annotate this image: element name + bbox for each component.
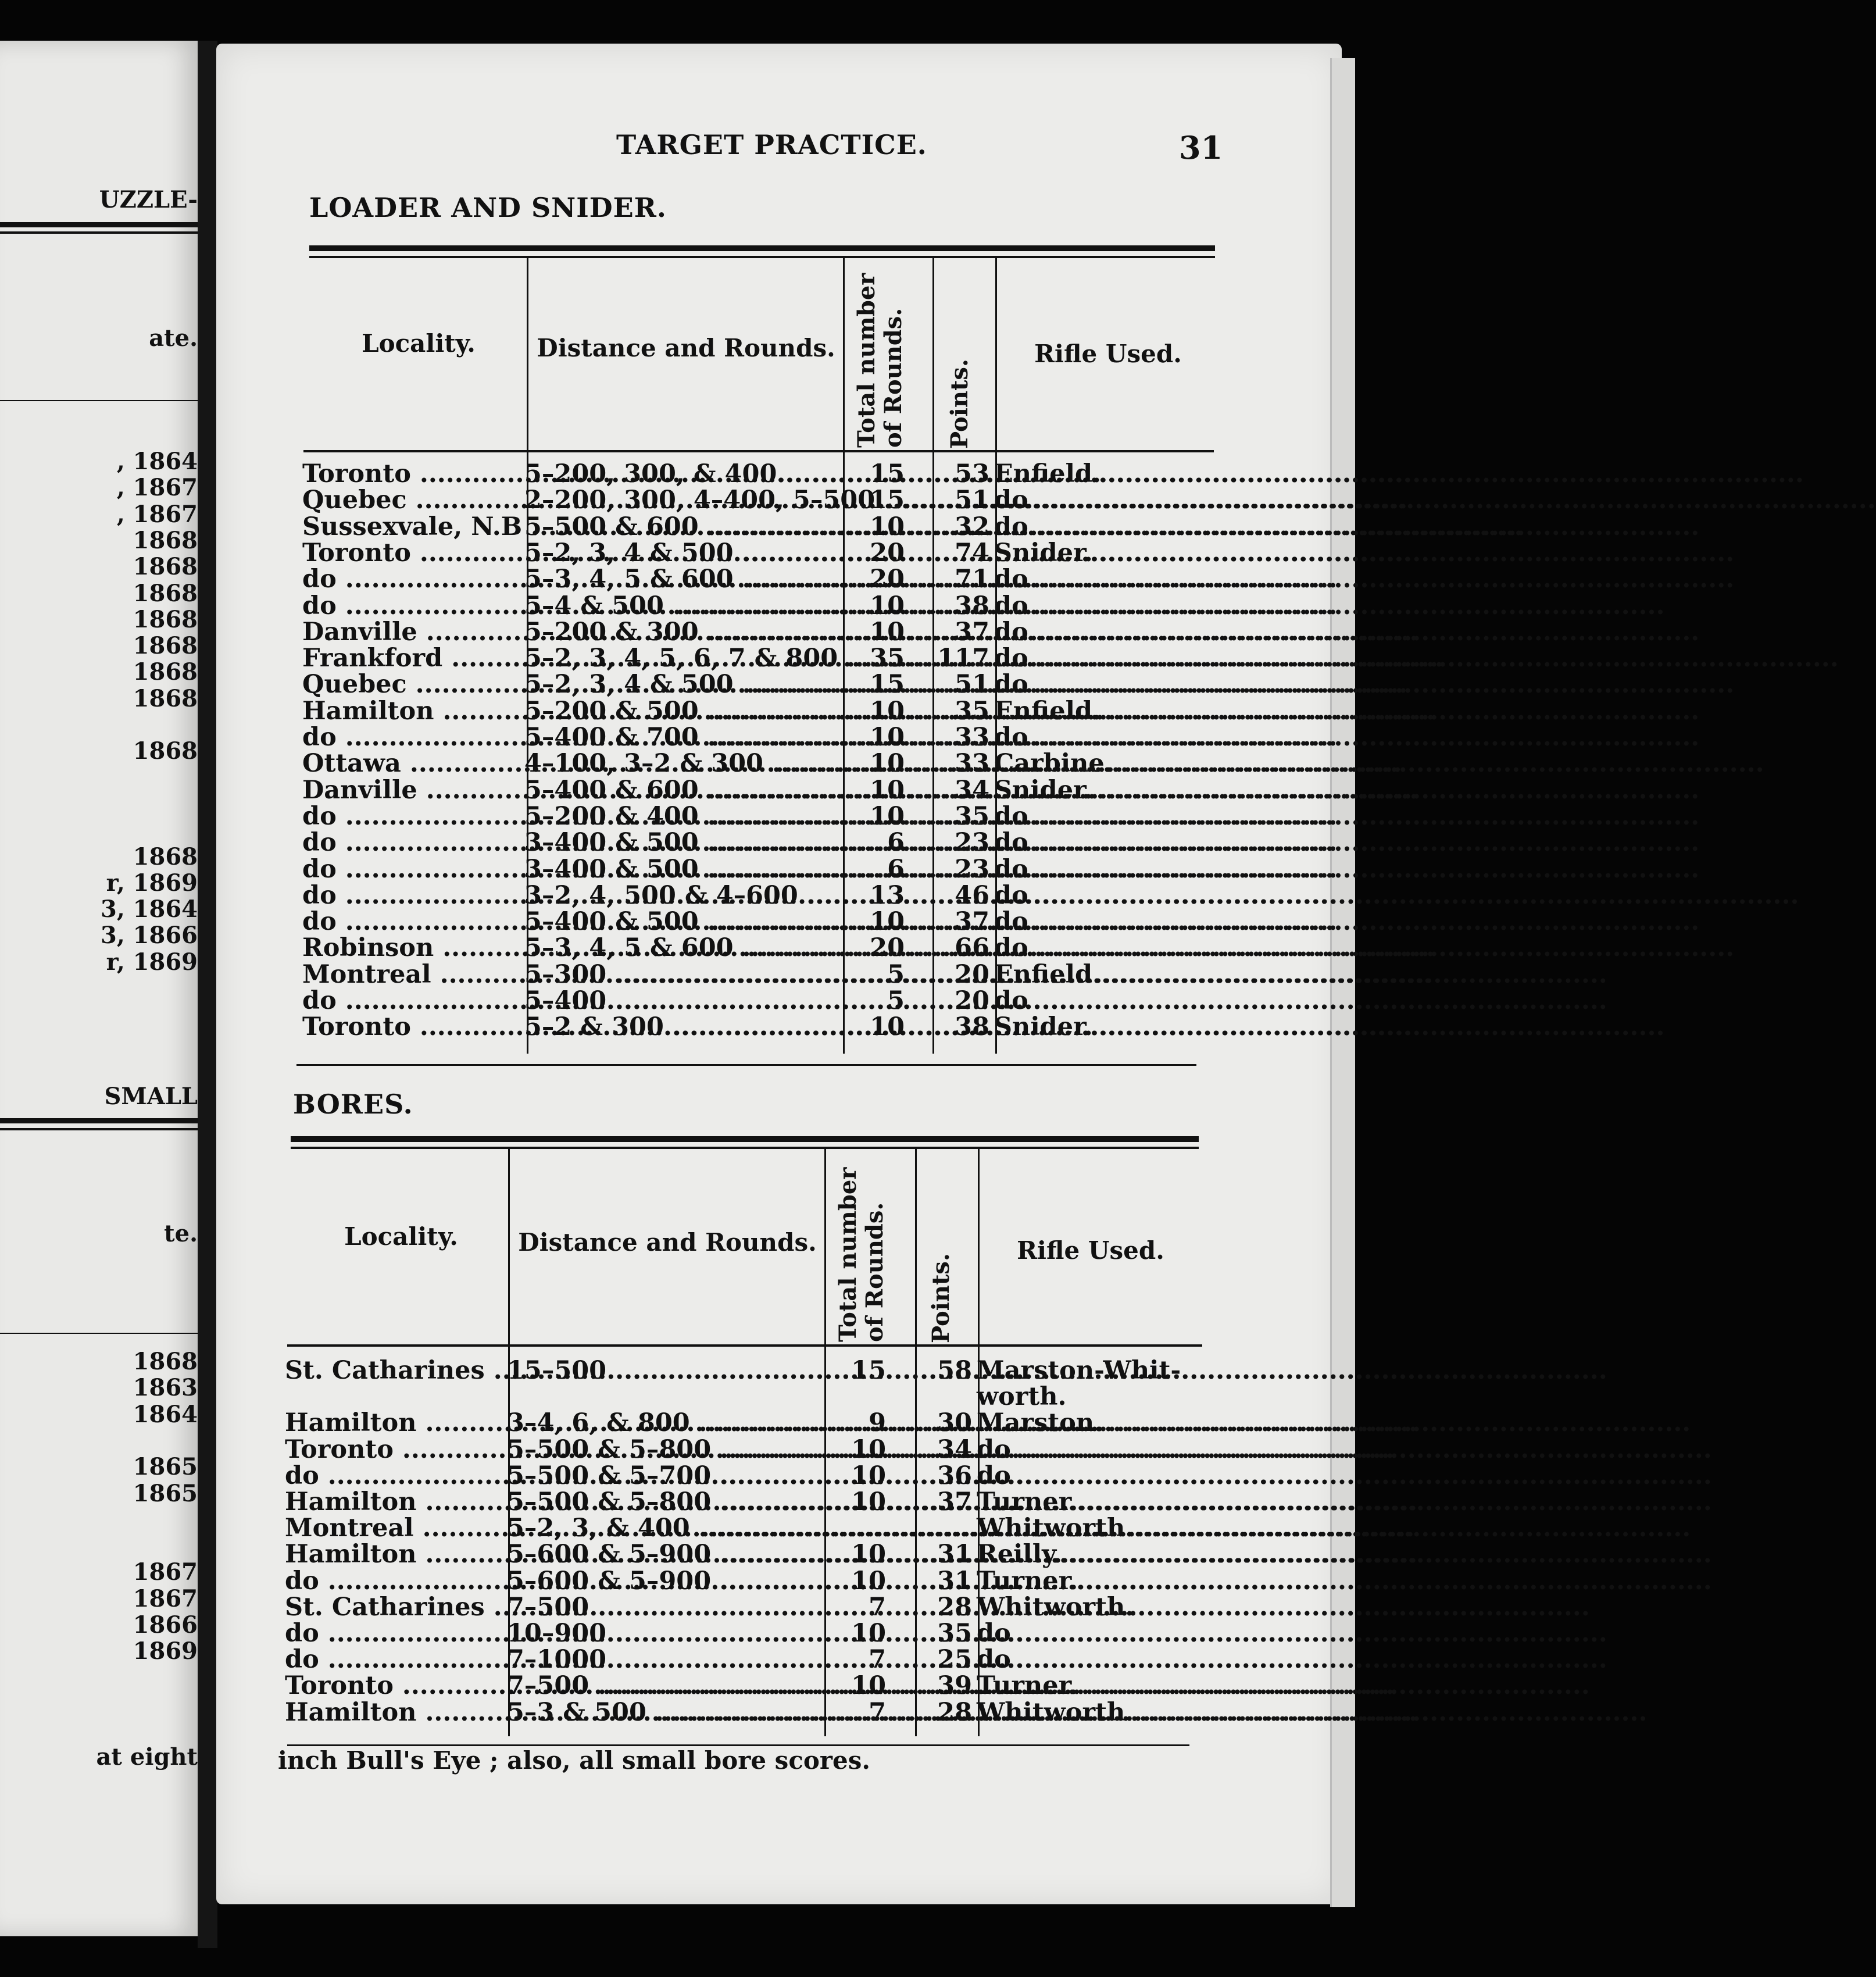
locality-cell: do ..... [302,987,523,1014]
locality-cell: Hamilton ..... [285,1409,505,1436]
points-cell: 35 [955,696,989,726]
facing-year: r, 1869 [106,948,198,976]
facing-year: 1866 [133,1611,198,1639]
table-row [0,987,1365,1014]
facing-year: 1869 [133,1637,198,1665]
points-cell: 58 [937,1356,972,1385]
table-row [0,566,1365,593]
total-rounds-cell: 10 [851,1540,886,1569]
column-header-total-line1: Total number [853,273,880,448]
facing-year: 1868 [133,658,198,686]
facing-rule [0,400,198,401]
points-cell: 31 [937,1566,972,1596]
distance-cell: 3–2, 4, 500 & 4–600 ..... [524,882,838,909]
facing-year: 1867 [133,1585,198,1612]
distance-cell: 5–4 & 500 ..... [524,593,838,619]
total-rounds-cell: 6 [887,854,905,884]
distance-cell: 5–500 & 5–700 ..... [507,1462,820,1489]
header-bottom-rule [303,450,1214,452]
points-cell: 28 [937,1697,972,1727]
total-rounds-cell: 5 [887,959,905,989]
points-cell: 23 [955,828,989,858]
points-cell: 30 [937,1408,972,1438]
table-row [0,829,1365,856]
total-rounds-cell: 35 [870,644,905,673]
points-cell: 117 [937,644,989,673]
table-row [0,1462,1365,1489]
table-row [0,671,1365,698]
total-rounds-cell: 15 [870,670,905,700]
total-rounds-cell: 10 [870,801,905,831]
points-cell: 66 [955,933,989,963]
locality-cell: Sussexvale, N.B ..... [302,513,523,540]
facing-year: 1868 [133,684,198,712]
locality-cell: Danville ..... [302,619,523,645]
table-row [0,1357,1365,1384]
distance-cell: 5–2 & 300 ..... [524,1014,838,1040]
distance-cell: 5–200 & 500 ..... [524,698,838,725]
total-rounds-cell: 10 [870,591,905,620]
total-rounds-cell: 7 [869,1645,886,1675]
facing-year: , 1867 [116,500,198,528]
column-header-total-line2: of Rounds. [880,308,907,448]
distance-cell: 3–400 & 500 ..... [524,829,838,856]
table-row [0,724,1365,751]
distance-cell: 4–100, 3–2 & 300 ..... [524,750,838,777]
distance-cell: 5–3 & 500 ..... [507,1699,820,1726]
facing-year: 1868 [133,553,198,581]
rifle-cell: do [994,565,1028,594]
distance-cell: 5–200 & 400 ..... [524,803,838,830]
points-cell: 35 [955,801,989,831]
facing-rule [0,1128,198,1130]
facing-year: 1868 [133,579,198,607]
facing-heading: te. [164,1220,198,1247]
total-rounds-cell: 7 [869,1592,886,1622]
table-row [0,645,1365,672]
table-row [0,1568,1365,1594]
locality-cell: do ..... [285,1568,505,1594]
rifle-cell: do [994,644,1028,673]
distance-cell: 5–500 & 5–800 ..... [507,1489,820,1515]
rifle-cell: worth. [977,1382,1067,1412]
distance-cell: 7–1000 ..... [507,1646,820,1673]
table-row [0,513,1365,540]
distance-cell: 5–600 & 5–900 ..... [507,1568,820,1594]
locality-cell: Montreal ..... [285,1515,505,1541]
rifle-cell: do [994,670,1028,700]
points-cell: 46 [955,880,989,910]
total-rounds-cell: 20 [870,565,905,594]
distance-cell: 5–500 & 600 ..... [524,513,838,540]
distance-cell: 5–400 ..... [524,987,838,1014]
points-cell: 20 [955,959,989,989]
distance-cell: 3–400 & 500 ..... [524,856,838,883]
table-top-rule [309,245,1215,251]
total-rounds-cell: 10 [851,1671,886,1701]
rifle-cell: Enfield. [994,696,1102,726]
locality-cell: Ottawa ..... [302,750,523,777]
facing-year: 1867 [133,1558,198,1586]
locality-cell: do ..... [302,856,523,883]
total-rounds-cell: 20 [870,538,905,568]
distance-cell: 5–300 ..... [524,961,838,988]
locality-cell: Robinson ..... [302,934,523,961]
points-cell: 35 [937,1619,972,1648]
total-rounds-cell: 10 [870,723,905,752]
section-title: LOADER AND SNIDER. [309,192,667,223]
facing-year: 1863 [133,1374,198,1402]
header-bottom-rule [287,1344,1202,1347]
total-rounds-cell: 10 [851,1619,886,1648]
facing-year: 3, 1864 [100,895,198,923]
rifle-cell: do [994,591,1028,620]
rifle-cell: do [994,907,1028,937]
column-header-total-line1: Total number [834,1167,862,1342]
table-row [0,461,1365,487]
column-header-locality: Locality. [362,329,476,358]
total-rounds-cell: 9 [869,1408,886,1438]
distance-cell: 5–400 & 600 ..... [524,777,838,804]
facing-year: r, 1869 [106,869,198,897]
facing-year: 1865 [133,1453,198,1481]
rifle-cell: do [994,512,1028,541]
locality-cell: Danville ..... [302,777,523,804]
table-row [0,1014,1365,1040]
rifle-cell: do [994,486,1028,515]
facing-year: 1864 [133,1400,198,1428]
locality-cell: do ..... [302,882,523,909]
facing-year: 1868 [133,737,198,765]
distance-cell: 5–2, 3, 4 & 500 ..... [524,671,838,698]
distance-cell: 5–400 & 500 ..... [524,908,838,935]
total-rounds-cell: 7 [869,1697,886,1727]
locality-cell: do ..... [285,1620,505,1647]
points-cell: 20 [955,986,989,1015]
table-row [0,750,1365,777]
total-rounds-cell: 10 [870,696,905,726]
facing-heading: SMALL [104,1083,198,1110]
rifle-cell: do [994,723,1028,752]
distance-cell: 15–500 ..... [507,1357,820,1384]
distance-cell: 5–200 & 300 ..... [524,619,838,645]
total-rounds-cell: 13 [870,880,905,910]
points-cell: 37 [955,907,989,937]
total-rounds-cell: 10 [870,617,905,647]
total-rounds-cell: 10 [851,1434,886,1464]
distance-cell: 5–2, 3, 4 & 500 ..... [524,540,838,566]
column-header-points: Points. [927,1253,955,1343]
column-header-total [835,1168,888,1342]
points-cell: 34 [937,1434,972,1464]
total-rounds-cell: 6 [887,828,905,858]
points-cell: 34 [955,775,989,805]
rifle-cell: do [994,854,1028,884]
table-row [0,1409,1365,1436]
rifle-cell: Whitworth. [977,1697,1134,1727]
total-rounds-cell: 10 [851,1566,886,1596]
rifle-cell: do [977,1461,1011,1490]
locality-cell: do ..... [302,593,523,619]
points-cell: 33 [955,723,989,752]
locality-cell: Toronto ..... [302,461,523,487]
points-cell: 28 [937,1592,972,1622]
column-header-distance: Distance and Rounds. [537,334,835,362]
locality-cell: Hamilton ..... [285,1489,505,1515]
distance-cell: 5–3, 4, 5 & 600 ..... [524,934,838,961]
section-title: BORES. [293,1089,413,1120]
facing-year: 1868 [133,1348,198,1375]
table-row [0,908,1365,935]
rifle-cell: Turner. [977,1566,1078,1596]
locality-cell: Quebec ..... [302,487,523,513]
facing-year: 1868 [133,526,198,554]
facing-rule [0,1333,198,1334]
locality-cell: Toronto ..... [302,1014,523,1040]
total-rounds-cell: 10 [870,775,905,805]
total-rounds-cell: 10 [870,749,905,779]
points-cell: 51 [955,670,989,700]
page-number: 31 [1179,129,1223,166]
locality-cell: do ..... [302,908,523,935]
facing-year: 1865 [133,1479,198,1507]
total-rounds-cell: 10 [870,1012,905,1042]
facing-year: 1868 [133,605,198,633]
facing-rule [0,222,198,227]
column-header-rifle: Rifle Used. [1017,1236,1164,1265]
rifle-cell: do [994,986,1028,1015]
points-cell: 25 [937,1645,972,1675]
rifle-cell: do [994,828,1028,858]
distance-cell: 7–500 ..... [507,1594,820,1621]
table-top-rule-thin [309,256,1215,258]
facing-year: 3, 1866 [100,922,198,950]
table-row [0,961,1365,988]
total-rounds-cell: 20 [870,933,905,963]
points-cell: 53 [955,459,989,488]
points-cell: 23 [955,854,989,884]
distance-cell: 7–500 ..... [507,1672,820,1699]
column-header-points: Points. [946,359,973,449]
table-row [0,487,1365,513]
locality-cell: do ..... [302,803,523,830]
table-row [0,803,1365,830]
distance-cell: 2–200, 300, 4–400, 5–500 ..... [524,487,838,513]
locality-cell: Toronto ..... [302,540,523,566]
table-row [0,1383,1365,1410]
rifle-cell: Enfield. [994,959,1102,989]
total-rounds-cell: 15 [870,459,905,488]
points-cell: 37 [937,1487,972,1516]
table-top-rule [291,1136,1199,1142]
locality-cell: St. Catharines ..... [285,1357,505,1384]
table-row [0,593,1365,619]
rifle-cell: Carbine. [994,749,1113,779]
points-cell: 74 [955,538,989,568]
total-rounds-cell: 10 [870,512,905,541]
locality-cell: Quebec ..... [302,671,523,698]
table-row [0,1620,1365,1647]
table-row [0,1646,1365,1673]
rifle-cell: do [977,1434,1011,1464]
distance-cell: 5–2, 3, 4, 5, 6, 7 & 800 ..... [524,645,838,672]
table-row [0,1515,1365,1541]
points-cell: 38 [955,591,989,620]
total-rounds-cell: 10 [870,907,905,937]
rifle-cell: Whitworth. [977,1514,1134,1543]
table-row [0,882,1365,909]
table-row [0,540,1365,566]
table-row [0,777,1365,804]
rifle-cell: Snider. [994,775,1093,805]
rifle-cell: do [994,933,1028,963]
locality-cell: do ..... [302,566,523,593]
rifle-cell: Marston. [977,1408,1103,1438]
rifle-cell: Whitworth. [977,1592,1134,1622]
points-cell: 51 [955,486,989,515]
column-header-locality: Locality. [344,1222,458,1251]
running-title: TARGET PRACTICE. [616,129,927,160]
table-top-rule-thin [291,1147,1199,1149]
rifle-cell: Turner. [977,1487,1078,1516]
distance-cell: 5–400 & 700 ..... [524,724,838,751]
column-header-distance: Distance and Rounds. [518,1228,817,1257]
locality-cell: do ..... [285,1462,505,1489]
rifle-cell: Marston-Whit- [977,1356,1181,1385]
facing-year: , 1864 [116,448,198,475]
column-header-rifle: Rifle Used. [1034,340,1182,368]
rifle-cell: do [977,1645,1011,1675]
facing-heading: UZZLE- [99,186,198,213]
rifle-cell: do [994,617,1028,647]
rifle-cell: Snider. [994,1012,1093,1042]
locality-cell: Hamilton ..... [285,1699,505,1726]
facing-rule [0,231,198,234]
rifle-cell: do [977,1619,1011,1648]
points-cell: 38 [955,1012,989,1042]
distance-cell: 5–2, 3, & 400 ..... [507,1515,820,1541]
distance-cell: 5–3, 4, 5 & 600 ..... [524,566,838,593]
points-cell: 36 [937,1461,972,1490]
locality-cell: do ..... [302,829,523,856]
facing-heading: ate. [149,324,198,352]
facing-year: 1868 [133,632,198,660]
locality-cell: do ..... [302,724,523,751]
locality-cell: Toronto ..... [285,1436,505,1463]
rifle-cell: do [994,801,1028,831]
locality-cell: Toronto ..... [285,1672,505,1699]
table-row [0,856,1365,883]
points-cell: 31 [937,1540,972,1569]
facing-year: , 1867 [116,474,198,502]
rifle-cell: do [994,880,1028,910]
points-cell: 33 [955,749,989,779]
distance-cell: 5–500 & 5–800 ..... [507,1436,820,1463]
points-cell: 39 [937,1671,972,1701]
table-row [0,698,1365,725]
points-cell: 37 [955,617,989,647]
rifle-cell: Turner. [977,1671,1078,1701]
table-row [0,1436,1365,1463]
facing-year: 1868 [133,843,198,870]
rifle-cell: Enfield. [994,459,1102,488]
total-rounds-cell: 15 [851,1356,886,1385]
total-rounds-cell: 10 [851,1461,886,1490]
table-bottom-rule [296,1064,1196,1066]
locality-cell: St. Catharines ..... [285,1594,505,1621]
locality-cell: Hamilton ..... [285,1541,505,1568]
locality-cell: Hamilton ..... [302,698,523,725]
total-rounds-cell: 15 [870,486,905,515]
points-cell: 71 [955,565,989,594]
locality-cell: do ..... [285,1646,505,1673]
rifle-cell: Reilly. [977,1540,1063,1569]
table-row [0,1489,1365,1515]
facing-bottom-text: at eight [96,1743,198,1771]
distance-cell: 5–200, 300, & 400... ..... [524,461,838,487]
locality-cell: Frankford ..... [302,645,523,672]
distance-cell: 3–4, 6, & 800 ..... [507,1409,820,1436]
distance-cell: 10–900 ..... [507,1620,820,1647]
table-row [0,1594,1365,1621]
rifle-cell: Snider. [994,538,1093,568]
total-rounds-cell: 5 [887,986,905,1015]
points-cell: 32 [955,512,989,541]
facing-rule [0,1118,198,1123]
total-rounds-cell: 10 [851,1487,886,1516]
footnote: inch Bull's Eye ; also, all small bore scores. [278,1746,871,1775]
table-row [0,934,1365,961]
column-header-total [853,273,907,448]
locality-cell: Montreal ..... [302,961,523,988]
column-header-total-line2: of Rounds. [861,1202,888,1342]
table-row [0,1541,1365,1568]
distance-cell: 5–600 & 5–900 ..... [507,1541,820,1568]
table-row [0,1672,1365,1699]
table-row [0,619,1365,645]
table-row [0,1699,1365,1726]
